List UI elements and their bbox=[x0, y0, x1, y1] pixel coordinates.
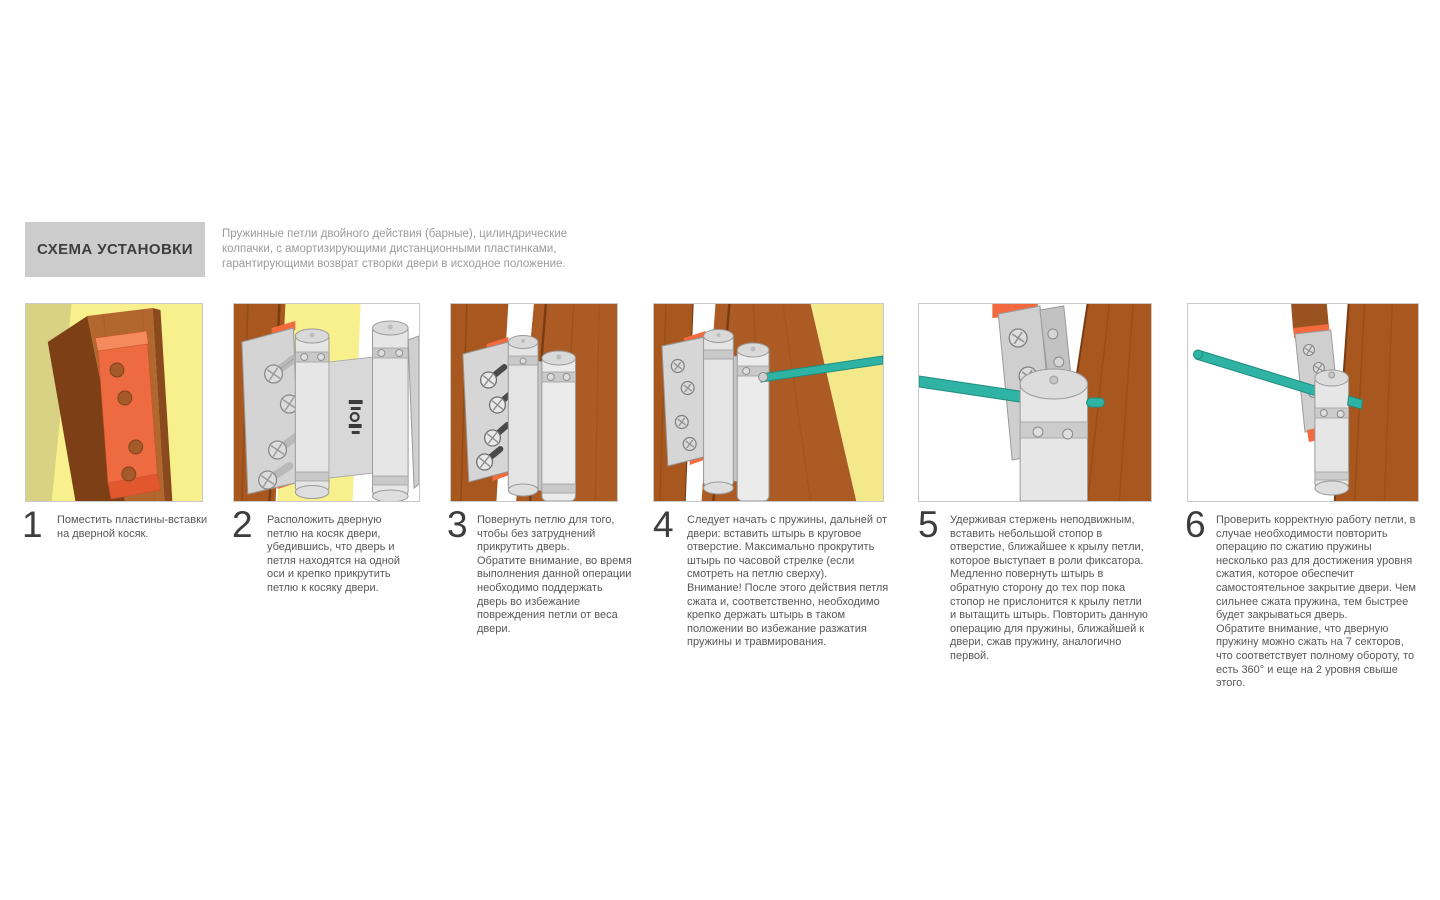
intro-paragraph bbox=[222, 227, 567, 272]
intro-line: колпачки, с амортизирующими дистанционными пластинками, bbox=[222, 243, 557, 255]
step-4-text bbox=[687, 514, 897, 650]
hinge-turned-drawing bbox=[451, 304, 617, 501]
step-2-illustration bbox=[233, 303, 420, 502]
step-paragraph: Удерживая стержень неподвижным, вставить небольшой стопор в отверстие, ближайшее к крылу петли, которое выступает в роли фиксатора. Медленно повернуть штырь в обратную сторону до тех пор пока стопор не прислонится к крылу петли и вытащить штырь. Повторить данную операцию для пружины, ближайшей к двери, сжав пружину, аналогично первой. bbox=[950, 514, 1148, 662]
intro-line: гарантирующими возврат створки двери в исходное положение. bbox=[222, 258, 566, 270]
step-paragraph: Обратите внимание, во время выполнения данной операции необходимо поддержать дверь во избежание повреждения петли от веса двери. bbox=[477, 554, 632, 635]
plate-hole bbox=[122, 467, 136, 481]
step-1-text bbox=[57, 514, 209, 541]
spring-cylinder-far bbox=[508, 336, 538, 497]
scheme-title-box bbox=[25, 222, 205, 277]
step-paragraph: Внимание! После этого действия петля сжата и, соответственно, необходимо крепко держать штырь в таком положении во избежание разжатия пружины и травмирования. bbox=[687, 581, 889, 649]
hinge-on-jamb-drawing bbox=[234, 304, 419, 501]
spring-cylinder-far bbox=[373, 321, 409, 501]
step-3-illustration bbox=[450, 303, 618, 502]
step-2-text bbox=[267, 514, 409, 596]
spring-cylinder-near bbox=[704, 330, 734, 495]
door-jamb-insert-plate-drawing bbox=[26, 304, 202, 501]
step-4-number: 4 bbox=[653, 504, 674, 545]
step-6-number: 6 bbox=[1185, 504, 1206, 545]
hinge-check-drawing bbox=[1188, 304, 1418, 501]
step-5-text bbox=[950, 514, 1150, 664]
plate-hole bbox=[118, 391, 132, 405]
intro-line: Пружинные петли двойного действия (барные), цилиндрические bbox=[222, 228, 568, 240]
step-paragraph: Повернуть петлю для того, чтобы без затруднений прикрутить дверь. bbox=[477, 514, 615, 554]
spring-cylinder-near bbox=[542, 351, 576, 501]
step-paragraph: Проверить корректную работу петли, в случае необходимости повторить операцию по сжатию пружины несколько раз для достижения уровня сжатия, которое обеспечит самостоятельное закрытие двери. Чем сильнее сжата пружина, тем быстрее будет закрываться дверь. bbox=[1216, 514, 1416, 622]
step-paragraph: Обратите внимание, что дверную пружину можно сжать на 7 секторов, что соответствует полному обороту, то есть 360° и еще на 2 уровня свыше этого. bbox=[1216, 622, 1415, 690]
step-paragraph: Расположить дверную петлю на косяк двери, убедившись, что дверь и петля находятся на одной оси и крепко прикрутить петлю к косяку двери. bbox=[267, 514, 401, 594]
tension-rod-tip bbox=[1087, 398, 1105, 407]
step-1-illustration bbox=[25, 303, 203, 502]
spring-cylinder-far bbox=[737, 343, 769, 501]
step-1-number: 1 bbox=[22, 504, 43, 545]
rod-closeup-drawing bbox=[919, 304, 1151, 501]
plate-hole bbox=[129, 440, 143, 454]
step-5-illustration bbox=[918, 303, 1152, 502]
page-title: СХЕМА УСТАНОВКИ bbox=[37, 241, 193, 258]
spring-cylinder bbox=[1315, 370, 1349, 495]
step-2-number: 2 bbox=[232, 504, 253, 545]
step-6-text bbox=[1216, 514, 1422, 691]
step-paragraph: Поместить пластины-вставки на дверной косяк. bbox=[57, 514, 208, 540]
step-3-text bbox=[477, 514, 635, 636]
rod-inserted-drawing bbox=[654, 304, 883, 501]
spring-cylinder-closeup bbox=[1020, 369, 1087, 501]
step-paragraph: Следует начать с пружины, дальней от двери: вставить штырь в круговое отверстие. Максимально прокрутить штырь по часовой стрелке (если смотреть на петлю сверху). bbox=[687, 514, 887, 581]
step-5-number: 5 bbox=[918, 504, 939, 545]
step-4-illustration bbox=[653, 303, 884, 502]
spring-cylinder-near bbox=[295, 329, 329, 499]
plate-hole bbox=[110, 363, 124, 377]
step-6-illustration bbox=[1187, 303, 1419, 502]
step-3-number: 3 bbox=[447, 504, 468, 545]
